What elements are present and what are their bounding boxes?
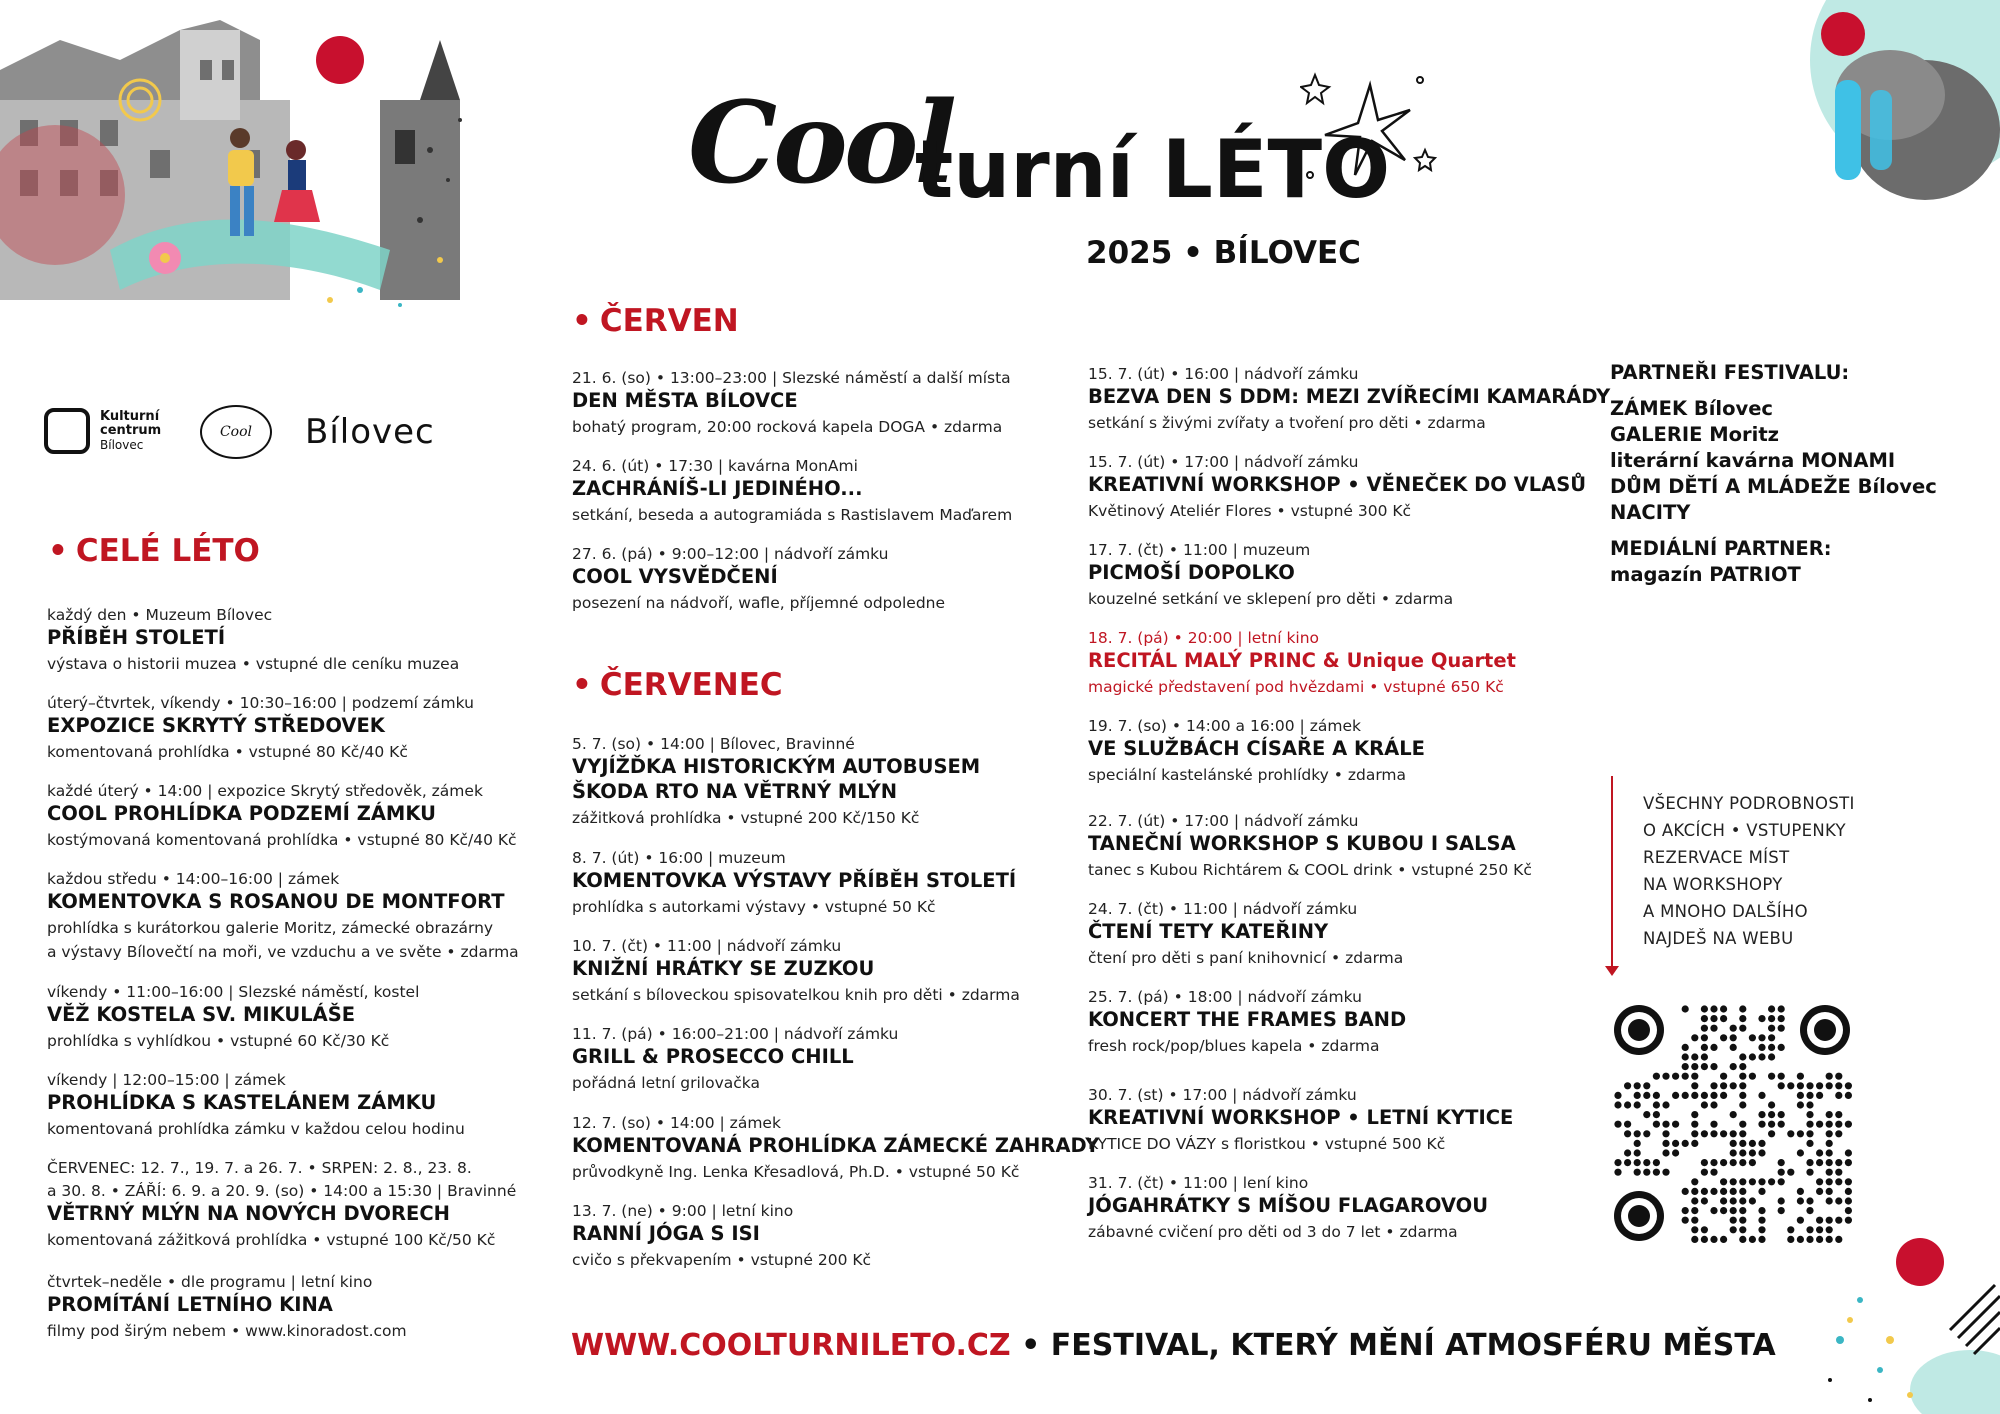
event-item: 10. 7. (čt) • 11:00 | nádvoří zámku KNIŽNÍ HRÁTKY SE ZUZKOU setkání s bíloveckou spisovatelkou knih pro děti • zdarma (572, 937, 1020, 1004)
event-item: každou středu • 14:00–16:00 | zámek KOMENTOVKA S ROSANOU DE MONTFORT prohlídka s kurátorkou galerie Moritz, zámecké obrazárny a výstavy Bílovečtí na moři, ve vzduchu a ve světe • zdarma (47, 870, 519, 961)
dog-sunglasses-image (1780, 0, 2000, 260)
event-item: víkendy | 12:00–15:00 | zámek PROHLÍDKA S KASTELÁNEM ZÁMKU komentovaná prohlídka zámku v každou celou hodinu (47, 1071, 465, 1138)
event-item: 22. 7. (út) • 17:00 | nádvoří zámku TANEČNÍ WORKSHOP S KUBOU I SALSA tanec s Kubou Richtárem & COOL drink • vstupné 250 Kč (1088, 812, 1532, 879)
partner-item: literární kavárna MONAMI (1610, 449, 1896, 472)
event-item: 24. 6. (út) • 17:30 | kavárna MonAmi ZACHRÁNÍŠ-LI JEDINÉHO... setkání, beseda a autogramiáda s Rastislavem Maďarem (572, 457, 1013, 524)
section-heading-cerven: • ČERVEN (572, 303, 739, 339)
media-partner: magazín PATRIOT (1610, 563, 1801, 586)
arrow-down-icon (1605, 966, 1619, 976)
event-item: ČERVENEC: 12. 7., 19. 7. a 26. 7. • SRPEN: 2. 8., 23. 8. a 30. 8. • ZÁŘÍ: 6. 9. a 20. 9. (so) • 14:00 a 15:30 | Bravinné VĚTRNÝ MLÝN NA NOVÝCH DVORECH komentovaná zážitková prohlídka • vstupné 100 Kč/50 Kč (47, 1159, 517, 1249)
qr-code[interactable] (1612, 1003, 1852, 1243)
partner-item: DŮM DĚTÍ A MLÁDEŽE Bílovec (1610, 475, 1937, 498)
event-item: 24. 7. (čt) • 11:00 | nádvoří zámku ČTENÍ TETY KATEŘINY čtení pro děti s paní knihovnicí • zdarma (1088, 900, 1404, 967)
event-item: 25. 7. (pá) • 18:00 | nádvoří zámku KONCERT THE FRAMES BAND fresh rock/pop/blues kapela • zdarma (1088, 988, 1407, 1055)
section-heading-cervenec: • ČERVENEC (572, 667, 783, 703)
event-item: 8. 7. (út) • 16:00 | muzeum KOMENTOVKA VÝSTAVY PŘÍBĚH STOLETÍ prohlídka s autorkami výstavy • vstupné 50 Kč (572, 849, 1017, 916)
event-item: 15. 7. (út) • 17:00 | nádvoří zámku KREATIVNÍ WORKSHOP • VĚNEČEK DO VLASŮ Květinový Ateliér Flores • vstupné 300 Kč (1088, 453, 1587, 520)
partners-heading: PARTNEŘI FESTIVALU: (1610, 361, 1850, 384)
event-item: 31. 7. (čt) • 11:00 | lení kino JÓGAHRÁTKY S MÍŠOU FLAGAROVOU zábavné cvičení pro děti od 3 do 7 let • zdarma (1088, 1174, 1489, 1241)
decorative-corner-dots (1820, 1220, 2000, 1414)
page-subtitle: 2025 • BÍLOVEC (1086, 235, 1361, 271)
event-item: 15. 7. (út) • 16:00 | nádvoří zámku BEZVA DEN S DDM: MEZI ZVÍŘECÍMI KAMARÁDY setkání s živými zvířaty a tvoření pro děti • zdarma (1088, 365, 1611, 432)
event-item: 30. 7. (st) • 17:00 | nádvoří zámku KREATIVNÍ WORKSHOP • LETNÍ KYTICE KYTICE DO VÁZY s floristkou • vstupné 500 Kč (1088, 1086, 1514, 1153)
page-title: turní LÉTO (915, 123, 1391, 216)
event-item: 5. 7. (so) • 14:00 | Bílovec, Bravinné VYJÍŽĎKA HISTORICKÝM AUTOBUSEM ŠKODA RTO NA VĚTRNÝ MLÝN zážitková prohlídka • vstupné 200 Kč/150 Kč (572, 735, 981, 827)
event-item: víkendy • 11:00–16:00 | Slezské náměstí, kostel VĚŽ KOSTELA SV. MIKULÁŠE prohlídka s vyhlídkou • vstupné 60 Kč/30 Kč (47, 983, 420, 1050)
partner-item: NACITY (1610, 501, 1691, 524)
event-item: 21. 6. (so) • 13:00–23:00 | Slezské náměstí a další místa DEN MĚSTA BÍLOVCE bohatý program, 20:00 rocková kapela DOGA • zdarma (572, 369, 1011, 436)
castle-collage-image (0, 0, 470, 330)
coolturni-logo: Cool (200, 405, 272, 459)
event-item: 27. 6. (pá) • 9:00–12:00 | nádvoří zámku COOL VYSVĚDČENÍ posezení na nádvoří, wafle, příjemné odpoledne (572, 545, 946, 612)
event-item: 11. 7. (pá) • 16:00–21:00 | nádvoří zámku GRILL & PROSECCO CHILL pořádná letní grilovačka (572, 1025, 899, 1092)
info-divider-line (1611, 776, 1613, 974)
title-script: Cool (688, 78, 954, 209)
website-link[interactable]: WWW.COOLTURNILETO.CZ (571, 1328, 1011, 1363)
event-item-highlighted: 18. 7. (pá) • 20:00 | letní kino RECITÁL MALÝ PRINC & Unique Quartet magické představení pod hvězdami • vstupné 650 Kč (1088, 629, 1516, 696)
footer-tagline: WWW.COOLTURNILETO.CZ • FESTIVAL, KTERÝ MĚNÍ ATMOSFÉRU MĚSTA (571, 1328, 1776, 1363)
section-heading-cele-leto: • CELÉ LÉTO (48, 533, 260, 569)
media-partner-heading: MEDIÁLNÍ PARTNER: (1610, 537, 1832, 560)
event-item: 17. 7. (čt) • 11:00 | muzeum PICMOŠÍ DOPOLKO kouzelné setkání ve sklepení pro děti • zdarma (1088, 541, 1454, 608)
kulturni-centrum-logo (44, 408, 90, 454)
event-item: každé úterý • 14:00 | expozice Skrytý středověk, zámek COOL PROHLÍDKA PODZEMÍ ZÁMKU kostýmovaná komentovaná prohlídka • vstupné 80 Kč/40 Kč (47, 782, 517, 849)
event-item: 13. 7. (ne) • 9:00 | letní kino RANNÍ JÓGA S ISI cvičo s překvapením • vstupné 200 Kč (572, 1202, 872, 1269)
event-item: úterý–čtvrtek, víkendy • 10:30–16:00 | podzemí zámku EXPOZICE SKRYTÝ STŘEDOVEK komentovaná prohlídka • vstupné 80 Kč/40 Kč (47, 694, 474, 761)
event-item: každý den • Muzeum Bílovec PŘÍBĚH STOLETÍ výstava o historii muzea • vstupné dle ceníku muzea (47, 606, 460, 673)
info-text: VŠECHNY PODROBNOSTI O AKCÍCH • VSTUPENKY REZERVACE MÍST NA WORKSHOPY A MNOHO DALŠÍHO NAJDEŠ NA WEBU (1643, 794, 1855, 948)
partner-item: GALERIE Moritz (1610, 423, 1779, 446)
event-item: 12. 7. (so) • 14:00 | zámek KOMENTOVANÁ PROHLÍDKA ZÁMECKÉ ZAHRADY průvodkyně Ing. Lenka Křesadlová, Ph.D. • vstupné 50 Kč (572, 1114, 1100, 1181)
event-item: čtvrtek–neděle • dle programu | letní kino PROMÍTÁNÍ LETNÍHO KINA filmy pod širým nebem • www.kinoradost.com (47, 1273, 407, 1340)
bilovec-logo: Bílovec (305, 412, 435, 452)
partners-list (1610, 360, 1937, 588)
event-item: 19. 7. (so) • 14:00 a 16:00 | zámek VE SLUŽBÁCH CÍSAŘE A KRÁLE speciální kastelánské prohlídky • zdarma (1088, 717, 1425, 784)
kulturni-centrum-logo-text: Kulturní centrum Bílovec (100, 409, 162, 452)
partner-item: ZÁMEK Bílovec (1610, 397, 1773, 420)
